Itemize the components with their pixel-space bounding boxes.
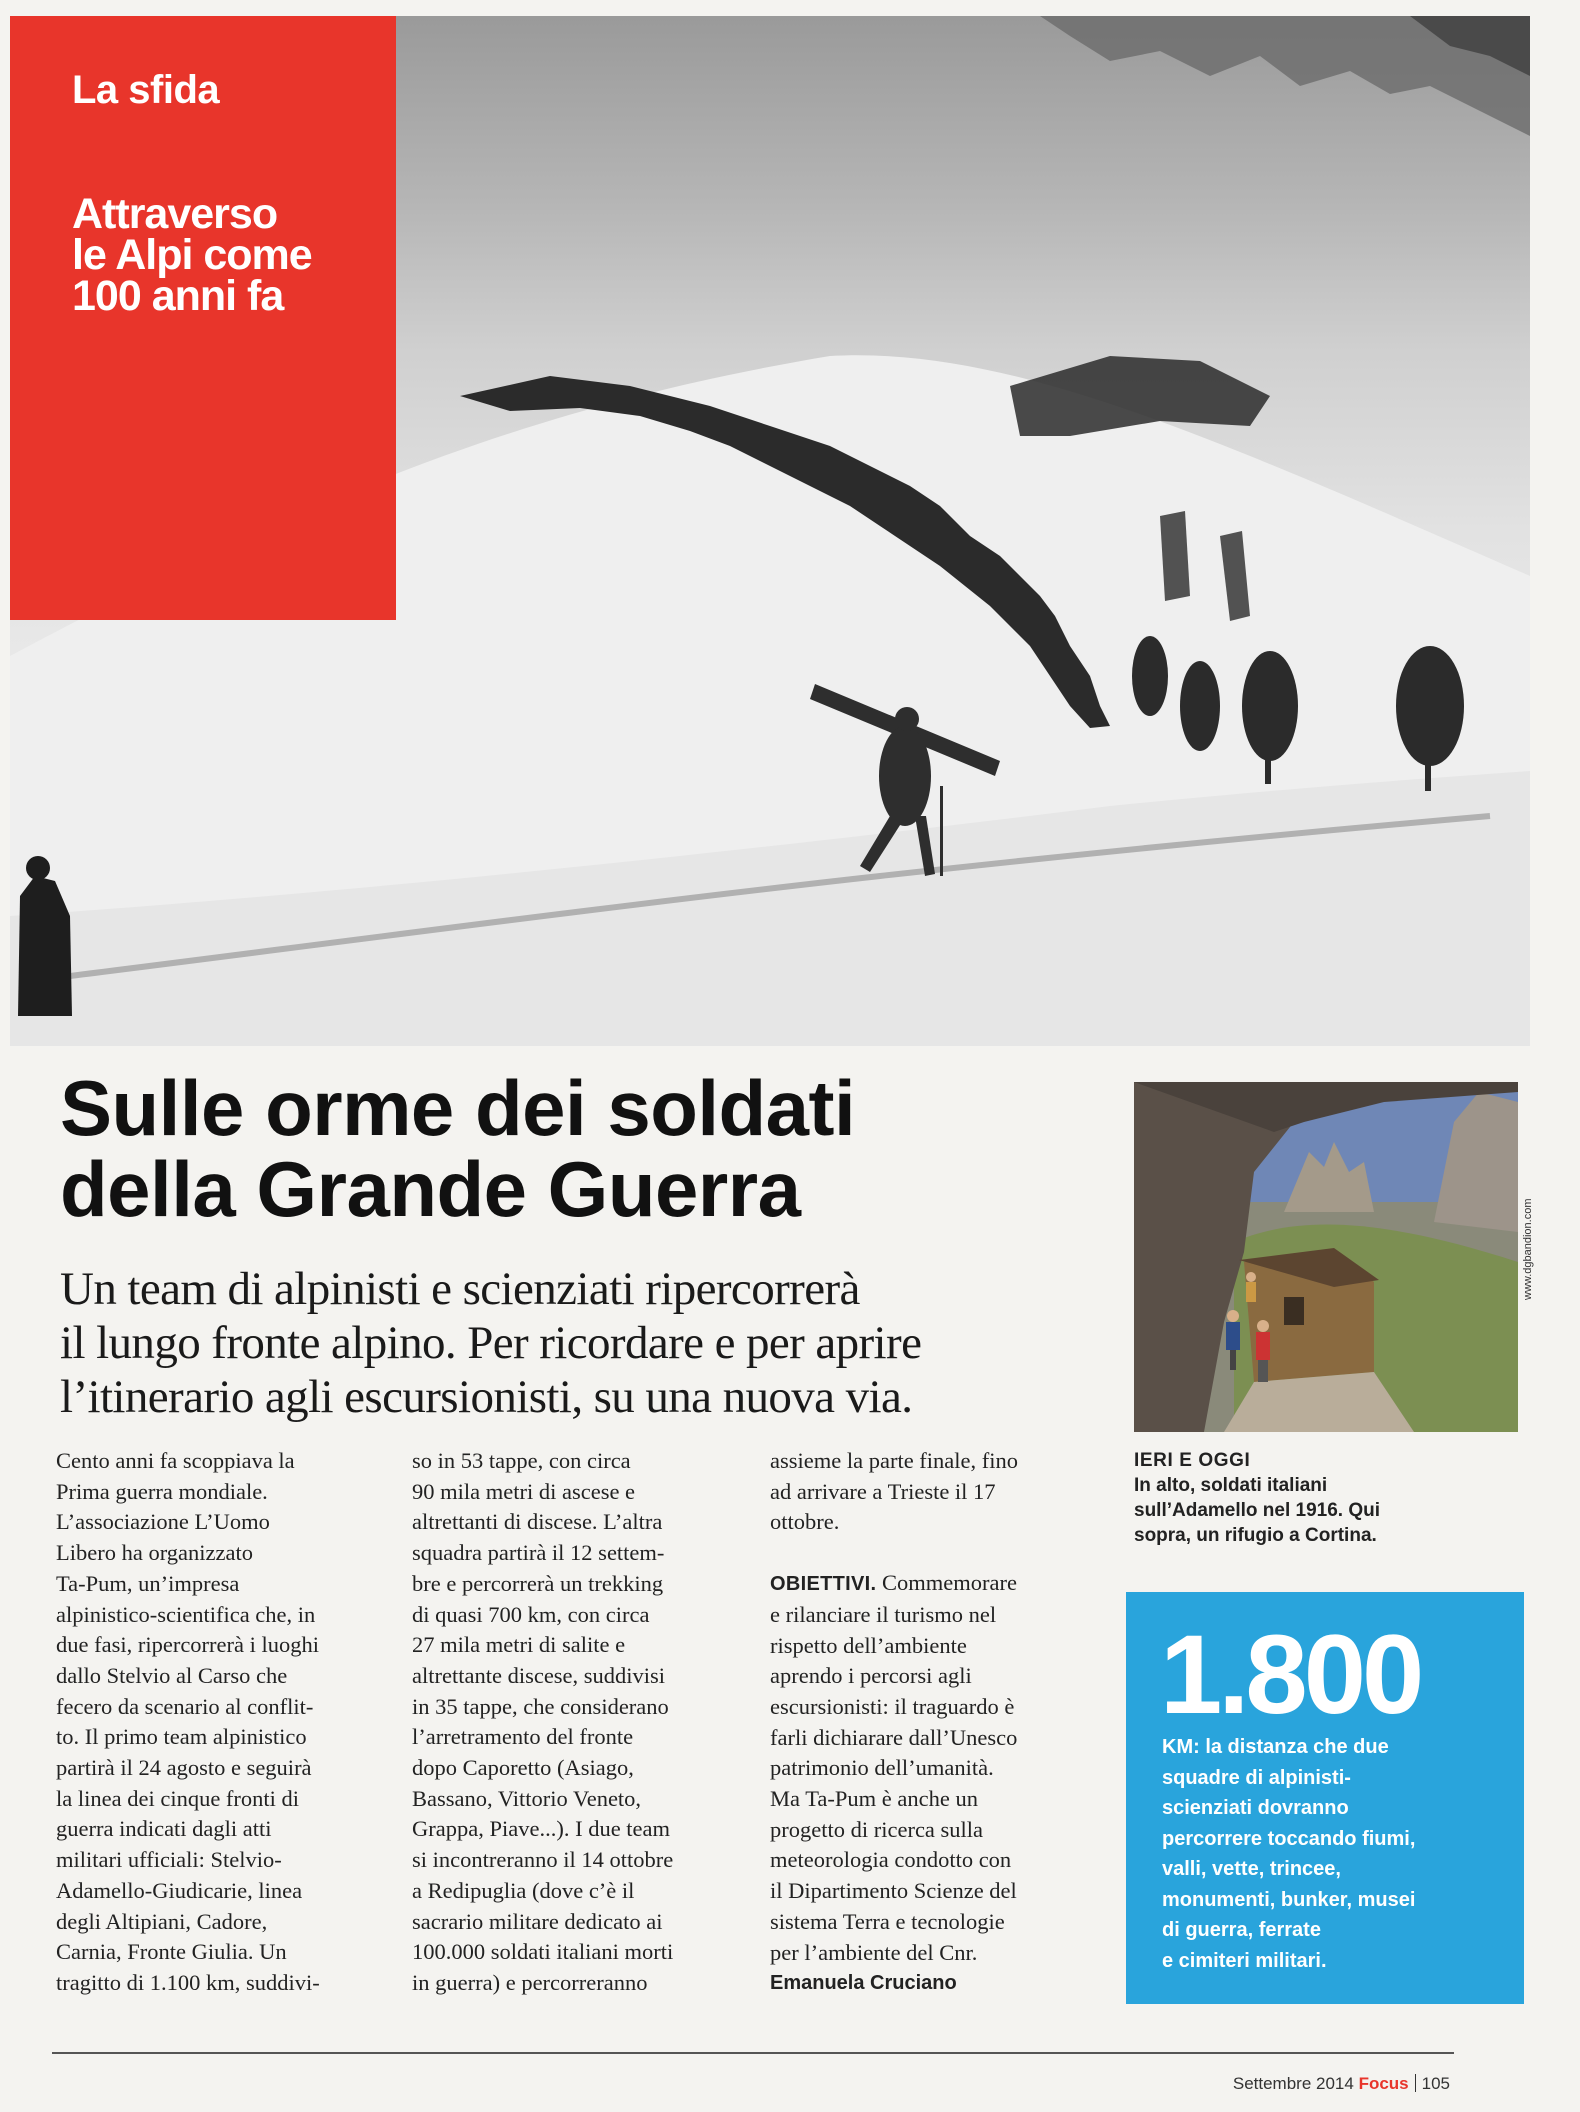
page-footer [1233, 2074, 1450, 2094]
section-label: OBIETTIVI. [770, 1573, 877, 1596]
article-deck: Un team di alpinisti e scienziati ripercorrerà il lungo fronte alpino. Per ricordare e per aprire l’itinerario agli escursionisti, su una nuova via. [60, 1263, 922, 1423]
stat-number: 1.800 [1160, 1612, 1421, 1737]
photo-credit: www.dgbandion.com [1522, 1198, 1534, 1300]
footer-magazine: Focus [1358, 2074, 1409, 2093]
stat-description: KM: la distanza che due squadre di alpinisti- scienziati dovranno percorrere toccando fiumi, valli, vette, trincee, monumenti, bunker, musei di guerra, ferrate e cimiteri militari. [1162, 1736, 1416, 1972]
body-paragraph-text: Commemorare e rilanciare il turismo nel rispetto dell’ambiente aprendo i percorsi agli escursionisti: il traguardo è farli dichiarare dall’Unesco patrimonio dell’umanità. Ma Ta-Pum è anche un progetto di ricerca sulla meteorologia condotto con il Dipartimento Scienze del sistema Terra e tecnologie per l’ambiente del Cnr. [770, 1570, 1018, 1965]
kicker-headline: Attraverso le Alpi come 100 anni fa [72, 190, 312, 320]
caption-label: IERI E OGGI [1134, 1450, 1251, 1471]
body-column-1: Cento anni fa scoppiava la Prima guerra mondiale. L’associazione L’Uomo Libero ha organizzato Ta-Pum, un’impresa alpinistico-scientifica che, in due fasi, ripercorrerà i luoghi dallo Stelvio al Carso che fecero da scenario al conflit- to. Il primo team alpinistico partirà il 24 agosto e seguirà la linea dei cinque fronti di guerra indicati dagli atti militari ufficiali: Stelvio- Adamello-Giudicarie, linea degli Altipiani, Cadore, Carnia, Fronte Giulia. Un tragitto di 1.100 km, suddivi- [56, 1448, 320, 1995]
photo-caption [1134, 1448, 1524, 1548]
page-number: 105 [1421, 2074, 1450, 2093]
side-photo-illustration [1134, 1082, 1518, 1432]
kicker-box [10, 16, 396, 620]
footer-rule [52, 2052, 1454, 2054]
body-paragraph: assieme la parte finale, fino ad arrivare a Trieste il 17 ottobre. [770, 1448, 1019, 1535]
body-column-2: so in 53 tappe, con circa 90 mila metri di ascese e altrettanti di discese. L’altra squadra partirà il 12 settem- bre e percorrerà un trekking di quasi 700 km, con circa 27 mila metri di salite e altrettante discese, suddivisi in 35 tappe, che considerano l’arretramento del fronte dopo Caporetto (Asiago, Bassano, Vittorio Veneto, Grappa, Piave...). I due team si incontreranno il 14 ottobre a Redipuglia (dove c’è il sacrario militare dedicato ai 100.000 soldati italiani morti in guerra) e percorreranno [412, 1448, 674, 1995]
author-byline: Emanuela Cruciano [770, 1972, 957, 1995]
side-photo [1134, 1082, 1518, 1432]
footer-separator [1415, 2074, 1416, 2092]
article-title: Sulle orme dei soldati della Grande Guerra [60, 1064, 856, 1233]
footer-date: Settembre 2014 [1232, 2074, 1354, 2093]
stat-box [1126, 1592, 1524, 2004]
body-column-3 [770, 1446, 1100, 1999]
kicker-label: La sfida [72, 68, 220, 112]
body-paragraph [770, 1568, 1100, 1968]
caption-text: In alto, soldati italiani sull’Adamello nel 1916. Qui sopra, un rifugio a Cortina. [1134, 1475, 1381, 1546]
